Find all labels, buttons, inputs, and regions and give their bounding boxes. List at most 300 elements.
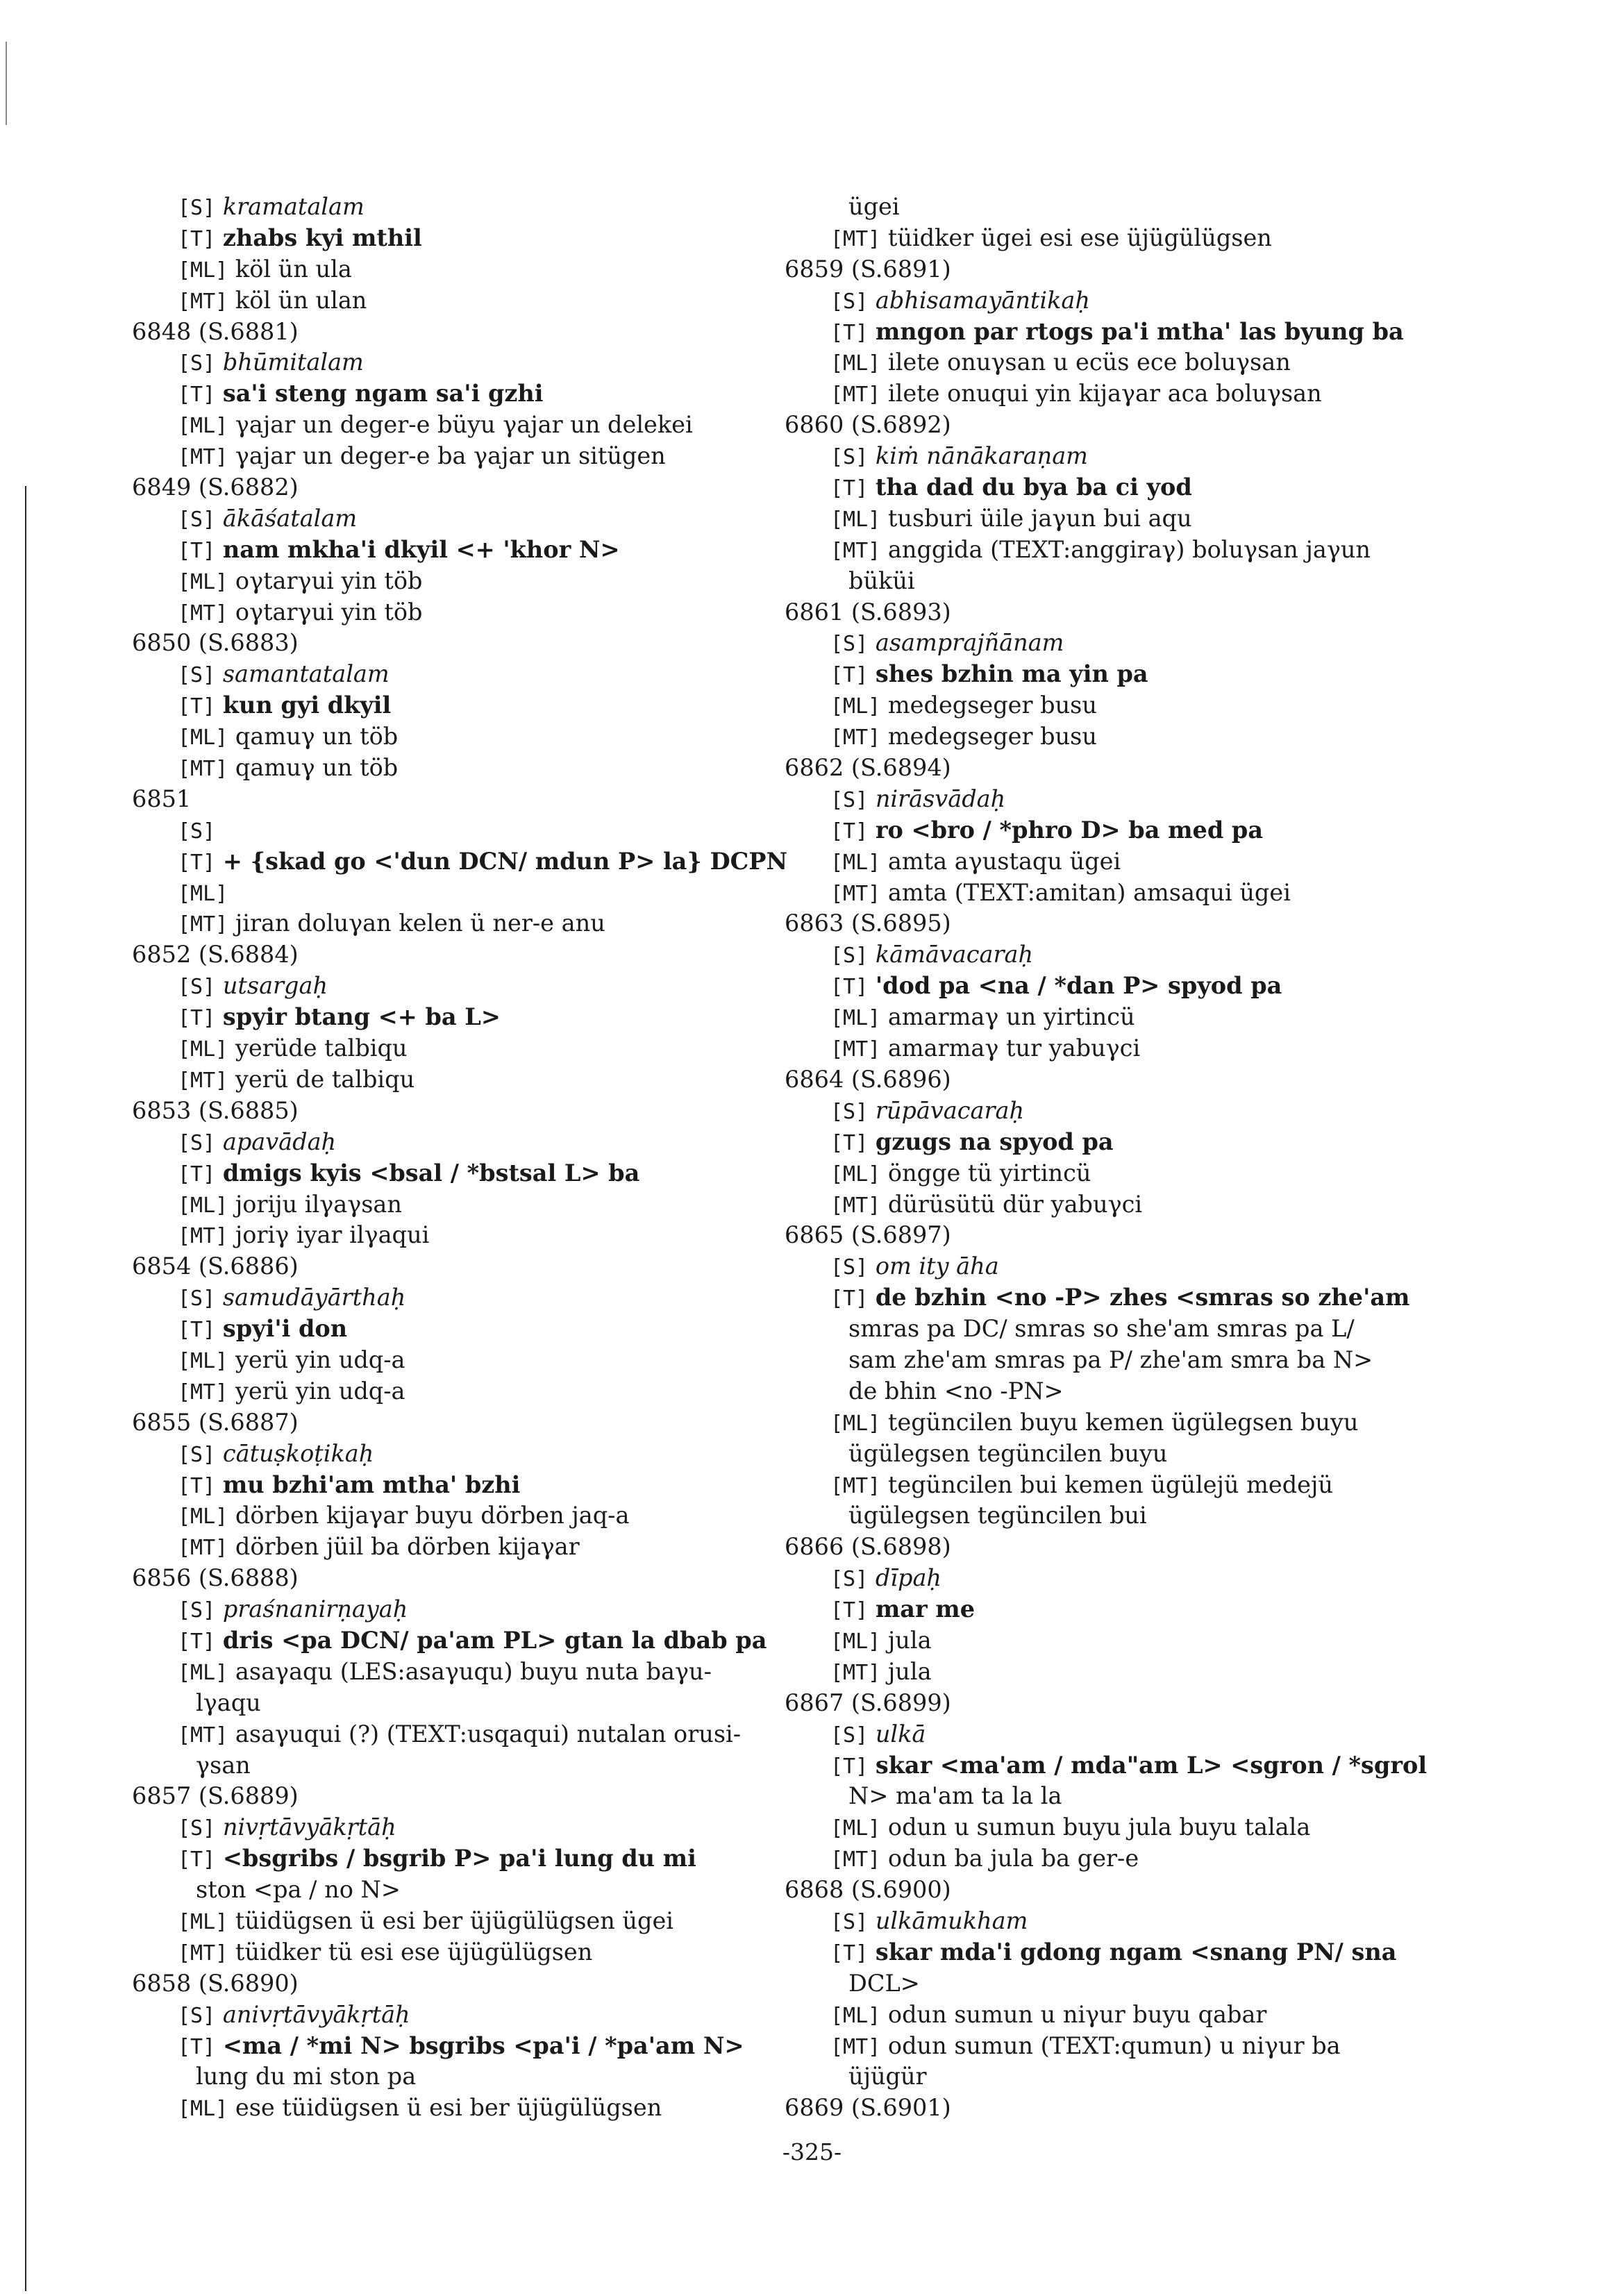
entry-text: rūpāvacaraḥ bbox=[875, 1096, 1025, 1124]
entry-line-ml bbox=[153, 410, 795, 441]
entry-number-text: 6853 (S.6885) bbox=[132, 1096, 299, 1124]
entry-line-ml bbox=[153, 254, 795, 285]
entry-number-text: 6850 (S.6883) bbox=[132, 629, 299, 657]
entry-text: jiran doluγan kelen ü ner-e anu bbox=[235, 910, 605, 937]
entry-line-t bbox=[805, 1282, 1430, 1314]
entry-line-s bbox=[153, 347, 795, 378]
language-tag: [ML] bbox=[178, 1348, 228, 1373]
entry-number-text: 6867 (S.6899) bbox=[785, 1689, 951, 1716]
entry-line-mt bbox=[153, 908, 795, 939]
language-tag: [ML] bbox=[830, 850, 881, 875]
entry-number-text: 6852 (S.6884) bbox=[132, 941, 299, 969]
language-tag: [T] bbox=[830, 320, 869, 345]
entry-text: tüidügsen ü esi ber üjügülügsen ügei bbox=[235, 1907, 673, 1934]
entry-line-ml bbox=[805, 690, 1430, 721]
language-tag: [S] bbox=[830, 632, 869, 657]
entry-number-text: 6851 bbox=[132, 785, 192, 812]
entry-text: kiṁ nānākaraṇam bbox=[875, 442, 1088, 470]
entry-number bbox=[785, 597, 1430, 628]
entry-number-text: 6858 (S.6890) bbox=[132, 1969, 299, 1997]
entry-line-mt bbox=[805, 378, 1430, 410]
entry-text: amta aγustaqu ügei bbox=[887, 847, 1121, 875]
language-tag: [MT] bbox=[178, 601, 228, 626]
entry-line-s bbox=[153, 815, 795, 846]
entry-line-ml bbox=[805, 1002, 1430, 1033]
entry-number-text: 6848 (S.6881) bbox=[132, 317, 299, 345]
entry-number-text: 6859 (S.6891) bbox=[785, 255, 951, 283]
continuation-text: büküi bbox=[848, 567, 915, 594]
entry-line-t bbox=[153, 1002, 795, 1033]
language-tag: [ML] bbox=[178, 1909, 228, 1934]
language-tag: [MT] bbox=[830, 1037, 881, 1062]
entry-number bbox=[132, 939, 795, 971]
entry-line-ml bbox=[805, 1625, 1430, 1657]
entry-text: köl ün ulan bbox=[235, 286, 367, 314]
entry-number-text: 6856 (S.6888) bbox=[132, 1564, 299, 1592]
language-tag: [T] bbox=[830, 1130, 869, 1155]
entry-number bbox=[132, 472, 795, 503]
language-tag: [T] bbox=[178, 2034, 216, 2059]
language-tag: [MT] bbox=[178, 1224, 228, 1249]
entry-line-ml bbox=[805, 347, 1430, 378]
continuation-line bbox=[805, 566, 1430, 597]
entry-number bbox=[785, 1532, 1430, 1563]
entry-text: de bzhin <no -P> zhes <smras so zhe'am bbox=[875, 1284, 1410, 1312]
entry-number-text: 6866 (S.6898) bbox=[785, 1533, 951, 1561]
entry-line-mt bbox=[805, 223, 1430, 254]
entry-text: tha dad du bya ba ci yod bbox=[875, 474, 1192, 501]
language-tag: [MT] bbox=[178, 1941, 228, 1966]
entry-text: tegüncilen buyu kemen ügülegsen buyu bbox=[887, 1408, 1359, 1436]
entry-text: jula bbox=[887, 1657, 932, 1685]
entry-text: <ma / *mi N> bsgribs <pa'i / *pa'am N> bbox=[222, 2031, 744, 2059]
language-tag: [S] bbox=[830, 787, 869, 812]
entry-number bbox=[785, 2093, 1430, 2124]
language-tag: [ML] bbox=[830, 1162, 881, 1187]
entry-text: anivṛtāvyākṛtāḥ bbox=[222, 2000, 410, 2028]
continuation-line bbox=[153, 1875, 795, 1906]
entry-line-t bbox=[153, 690, 795, 721]
entry-line-t bbox=[153, 223, 795, 254]
entry-text: ro <bro / *phro D> ba med pa bbox=[875, 816, 1264, 844]
entry-text: nirāsvādaḥ bbox=[875, 785, 1006, 812]
entry-line-t bbox=[153, 535, 795, 566]
entry-line-ml bbox=[805, 846, 1430, 878]
entry-number bbox=[132, 1407, 795, 1439]
entry-text: <bsgribs / bsgrib P> pa'i lung du mi bbox=[222, 1845, 696, 1872]
entry-text: mu bzhi'am mtha' bzhi bbox=[222, 1470, 521, 1498]
continuation-line bbox=[153, 1688, 795, 1719]
continuation-text: sam zhe'am smras pa P/ zhe'am smra ba N> bbox=[848, 1346, 1373, 1373]
language-tag: [MT] bbox=[178, 1068, 228, 1093]
entry-number bbox=[132, 1251, 795, 1282]
language-tag: [S] bbox=[830, 289, 869, 314]
entry-text: tüidker tü esi ese üjügülügsen bbox=[235, 1938, 593, 1966]
language-tag: [ML] bbox=[178, 726, 228, 751]
entry-number-text: 6868 (S.6900) bbox=[785, 1876, 951, 1904]
entry-line-s bbox=[153, 1439, 795, 1470]
entry-text: nam mkha'i dkyil <+ 'khor N> bbox=[222, 535, 620, 563]
language-tag: [MT] bbox=[178, 1536, 228, 1561]
entry-text: kramatalam bbox=[222, 193, 365, 220]
entry-text: medegseger busu bbox=[887, 692, 1097, 719]
continuation-text: de bhin <no -PN> bbox=[848, 1377, 1064, 1405]
entry-line-s bbox=[805, 1906, 1430, 1937]
entry-text: + {skad go <'dun DCN/ mdun P> la} DCPN bbox=[222, 847, 788, 875]
entry-line-s bbox=[153, 659, 795, 690]
entry-line-ml bbox=[153, 2093, 795, 2124]
entry-number-text: 6855 (S.6887) bbox=[132, 1408, 299, 1436]
language-tag: [S] bbox=[830, 1723, 869, 1748]
language-tag: [T] bbox=[830, 819, 869, 844]
entry-text: qamuγ un töb bbox=[235, 754, 399, 782]
entry-text: oγtarγui yin töb bbox=[235, 567, 423, 594]
language-tag: [S] bbox=[178, 1287, 216, 1312]
language-tag: [MT] bbox=[178, 1380, 228, 1405]
entry-line-s bbox=[805, 1719, 1430, 1750]
entry-text: dürüsütü dür yabuγci bbox=[887, 1190, 1143, 1218]
language-tag: [S] bbox=[830, 1909, 869, 1934]
entry-number bbox=[132, 1968, 795, 2000]
entry-text: apavādaḥ bbox=[222, 1128, 337, 1155]
continuation-line bbox=[805, 192, 1430, 223]
language-tag: [T] bbox=[178, 1006, 216, 1031]
continuation-line bbox=[805, 1500, 1430, 1532]
language-tag: [T] bbox=[178, 850, 216, 875]
entry-number-text: 6863 (S.6895) bbox=[785, 910, 951, 937]
entry-text: odun sumun (TEXT:qumun) u niγur ba bbox=[887, 2031, 1341, 2059]
language-tag: [T] bbox=[178, 226, 216, 251]
language-tag: [S] bbox=[830, 1255, 869, 1280]
entry-number bbox=[785, 1688, 1430, 1719]
entry-line-mt bbox=[153, 597, 795, 628]
entry-text: ilete onuγsan u ecüs ece boluγsan bbox=[887, 349, 1291, 376]
entry-number-text: 6849 (S.6882) bbox=[132, 474, 299, 501]
entry-text: ilete onuqui yin kijaγar aca boluγsan bbox=[887, 380, 1322, 408]
language-tag: [S] bbox=[178, 819, 216, 844]
continuation-text: DCL> bbox=[848, 1969, 920, 1997]
entry-text: γajar un deger-e ba γajar un sitügen bbox=[235, 442, 666, 470]
entry-text: odun sumun u niγur buyu qabar bbox=[887, 2000, 1267, 2028]
entry-line-ml bbox=[153, 1345, 795, 1376]
language-tag: [S] bbox=[178, 1598, 216, 1623]
entry-number bbox=[785, 1220, 1430, 1251]
language-tag: [S] bbox=[830, 944, 869, 969]
language-tag: [T] bbox=[178, 1318, 216, 1343]
entry-number-text: 6854 (S.6886) bbox=[132, 1252, 299, 1280]
entry-number bbox=[132, 784, 795, 815]
entry-line-mt bbox=[153, 1719, 795, 1750]
entry-line-mt bbox=[153, 753, 795, 784]
continuation-line bbox=[805, 2061, 1430, 2093]
entry-text: dörben kijaγar buyu dörben jaq-a bbox=[235, 1502, 630, 1530]
entry-line-mt bbox=[153, 441, 795, 472]
entry-text: mngon par rtogs pa'i mtha' las byung ba bbox=[875, 317, 1404, 345]
entry-line-s bbox=[153, 2000, 795, 2031]
entry-line-s bbox=[805, 285, 1430, 317]
continuation-line bbox=[805, 1376, 1430, 1407]
language-tag: [ML] bbox=[178, 1505, 228, 1530]
language-tag: [ML] bbox=[178, 2097, 228, 2122]
entry-line-mt bbox=[805, 1470, 1430, 1501]
entry-text: tüidker ügei esi ese üjügülügsen bbox=[887, 224, 1272, 251]
entry-line-t bbox=[805, 1127, 1430, 1158]
entry-line-s bbox=[153, 971, 795, 1002]
entry-text: ākāśatalam bbox=[222, 504, 358, 532]
entry-line-ml bbox=[805, 2000, 1430, 2031]
entry-text: γajar un deger-e büyu γajar un delekei bbox=[235, 411, 693, 439]
entry-text: amarmaγ un yirtincü bbox=[887, 1003, 1135, 1031]
language-tag: [S] bbox=[830, 1567, 869, 1592]
continuation-text: smras pa DC/ smras so she'am smras pa L/ bbox=[848, 1315, 1355, 1343]
entry-line-t bbox=[153, 846, 795, 878]
entry-line-t bbox=[153, 1625, 795, 1657]
language-tag: [ML] bbox=[178, 414, 228, 439]
language-tag: [ML] bbox=[830, 507, 881, 532]
language-tag: [T] bbox=[178, 1629, 216, 1654]
entry-line-t bbox=[805, 1594, 1430, 1625]
continuation-text: ügülegsen tegüncilen bui bbox=[848, 1502, 1147, 1530]
entry-text: yerü yin udq-a bbox=[235, 1377, 405, 1405]
entry-line-mt bbox=[153, 1532, 795, 1563]
language-tag: [T] bbox=[178, 1162, 216, 1187]
continuation-text: γsan bbox=[196, 1751, 251, 1779]
entry-text: dmigs kyis <bsal / *bstsal L> ba bbox=[222, 1159, 640, 1187]
language-tag: [ML] bbox=[830, 1629, 881, 1654]
right-column bbox=[785, 192, 1430, 2124]
entry-number-text: 6862 (S.6894) bbox=[785, 754, 951, 782]
entry-line-ml bbox=[153, 878, 795, 909]
entry-text: sa'i steng ngam sa'i gzhi bbox=[222, 380, 544, 408]
language-tag: [T] bbox=[830, 1287, 869, 1312]
language-tag: [S] bbox=[178, 1816, 216, 1841]
continuation-line bbox=[805, 1345, 1430, 1376]
entry-line-mt bbox=[153, 285, 795, 317]
entry-line-mt bbox=[805, 2031, 1430, 2062]
entry-text: cātuṣkoṭikaḥ bbox=[222, 1439, 374, 1467]
entry-line-t bbox=[153, 378, 795, 410]
entry-text: samudāyārthaḥ bbox=[222, 1284, 406, 1312]
continuation-text: ston <pa / no N> bbox=[196, 1876, 401, 1904]
entry-text: amta (TEXT:amitan) amsaqui ügei bbox=[887, 878, 1291, 906]
entry-line-t bbox=[153, 1158, 795, 1189]
language-tag: [T] bbox=[178, 383, 216, 408]
entry-line-mt bbox=[153, 1220, 795, 1251]
entry-text: asaγuqui (?) (TEXT:usqaqui) nutalan orusi- bbox=[235, 1720, 742, 1748]
entry-text: spyi'i don bbox=[222, 1315, 348, 1343]
entry-line-s bbox=[153, 503, 795, 535]
entry-line-mt bbox=[805, 721, 1430, 753]
entry-line-ml bbox=[153, 1033, 795, 1064]
entry-line-mt bbox=[805, 878, 1430, 909]
entry-line-ml bbox=[805, 1407, 1430, 1439]
entry-number-text: 6861 (S.6893) bbox=[785, 598, 951, 626]
language-tag: [ML] bbox=[178, 1660, 228, 1685]
language-tag: [T] bbox=[830, 975, 869, 1000]
entry-text: abhisamayāntikaḥ bbox=[875, 286, 1090, 314]
entry-number bbox=[132, 628, 795, 659]
entry-line-s bbox=[805, 1251, 1430, 1282]
entry-number bbox=[132, 1563, 795, 1594]
entry-line-s bbox=[153, 192, 795, 223]
entry-text: dörben jüil ba dörben kijaγar bbox=[235, 1533, 580, 1561]
entry-text: om ity āha bbox=[875, 1252, 999, 1280]
language-tag: [ML] bbox=[178, 569, 228, 594]
language-tag: [MT] bbox=[178, 912, 228, 937]
entry-line-s bbox=[153, 1282, 795, 1314]
continuation-line bbox=[153, 1750, 795, 1782]
language-tag: [S] bbox=[178, 1442, 216, 1467]
entry-line-s bbox=[153, 1812, 795, 1843]
entry-text: asamprajñānam bbox=[875, 629, 1064, 657]
entry-text: dīpaḥ bbox=[875, 1564, 941, 1592]
language-tag: [MT] bbox=[830, 538, 881, 563]
language-tag: [S] bbox=[178, 1130, 216, 1155]
continuation-text: ügei bbox=[848, 193, 900, 220]
entry-text: joriju ilγaγsan bbox=[235, 1190, 402, 1218]
language-tag: [MT] bbox=[178, 757, 228, 782]
entry-text: nivṛtāvyākṛtāḥ bbox=[222, 1813, 396, 1841]
entry-text: skar mda'i gdong ngam <snang PN/ sna bbox=[875, 1938, 1397, 1966]
binding-edge-mark bbox=[6, 42, 7, 125]
entry-text: tusburi üile jaγun bui aqu bbox=[887, 504, 1192, 532]
entry-number bbox=[132, 317, 795, 348]
language-tag: [MT] bbox=[830, 1660, 881, 1685]
entry-text: odun ba jula ba ger-e bbox=[887, 1845, 1139, 1872]
entry-number bbox=[785, 254, 1430, 285]
entry-number-text: 6869 (S.6901) bbox=[785, 2094, 951, 2122]
entry-line-ml bbox=[805, 503, 1430, 535]
entry-line-s bbox=[805, 1096, 1430, 1127]
entry-text: shes bzhin ma yin pa bbox=[875, 660, 1148, 688]
entry-number-text: 6865 (S.6897) bbox=[785, 1221, 951, 1249]
entry-line-t bbox=[153, 1470, 795, 1501]
entry-text: zhabs kyi mthil bbox=[222, 224, 422, 251]
entry-text: qamuγ un töb bbox=[235, 723, 399, 751]
entry-number-text: 6864 (S.6896) bbox=[785, 1065, 951, 1093]
language-tag: [T] bbox=[830, 1754, 869, 1779]
entry-line-t bbox=[153, 1314, 795, 1345]
continuation-line bbox=[153, 2061, 795, 2093]
entry-line-mt bbox=[153, 1064, 795, 1096]
entry-line-mt bbox=[153, 1937, 795, 1968]
language-tag: [MT] bbox=[830, 881, 881, 906]
continuation-line bbox=[805, 1439, 1430, 1470]
language-tag: [ML] bbox=[830, 694, 881, 719]
entry-text: ulkā bbox=[875, 1720, 926, 1748]
language-tag: [ML] bbox=[830, 1816, 881, 1841]
entry-text: 'dod pa <na / *dan P> spyod pa bbox=[875, 972, 1282, 1000]
language-tag: [T] bbox=[178, 1473, 216, 1498]
entry-line-s bbox=[805, 1563, 1430, 1594]
language-tag: [T] bbox=[178, 538, 216, 563]
entry-text: odun u sumun buyu jula buyu talala bbox=[887, 1813, 1311, 1841]
entry-number bbox=[132, 1781, 795, 1812]
continuation-text: N> ma'am ta la la bbox=[848, 1782, 1062, 1810]
language-tag: [ML] bbox=[830, 2003, 881, 2028]
entry-text: gzugs na spyod pa bbox=[875, 1128, 1114, 1155]
entry-text: dris <pa DCN/ pa'am PL> gtan la dbab pa bbox=[222, 1626, 767, 1654]
entry-line-ml bbox=[153, 1657, 795, 1688]
entry-text: utsargaḥ bbox=[222, 972, 328, 1000]
entry-line-mt bbox=[153, 1376, 795, 1407]
language-tag: [T] bbox=[830, 1598, 869, 1623]
entry-text: medegseger busu bbox=[887, 723, 1097, 751]
language-tag: [ML] bbox=[178, 1193, 228, 1218]
language-tag: [ML] bbox=[178, 881, 228, 906]
language-tag: [S] bbox=[178, 2003, 216, 2028]
entry-line-t bbox=[805, 472, 1430, 503]
language-tag: [S] bbox=[178, 351, 216, 376]
entry-line-t bbox=[805, 815, 1430, 846]
entry-line-t bbox=[805, 659, 1430, 690]
language-tag: [MT] bbox=[830, 1473, 881, 1498]
entry-line-s bbox=[153, 1127, 795, 1158]
entry-line-ml bbox=[805, 1812, 1430, 1843]
entry-text: ulkāmukham bbox=[875, 1907, 1028, 1934]
entry-text: kun gyi dkyil bbox=[222, 692, 392, 719]
language-tag: [MT] bbox=[830, 226, 881, 251]
entry-line-mt bbox=[805, 535, 1430, 566]
language-tag: [MT] bbox=[178, 1723, 228, 1748]
language-tag: [T] bbox=[178, 694, 216, 719]
entry-text: praśnanirṇayaḥ bbox=[222, 1595, 408, 1623]
entry-text: samantatalam bbox=[222, 660, 390, 688]
entry-text: anggida (TEXT:anggiraγ) boluγsan jaγun bbox=[887, 535, 1371, 563]
entry-line-t bbox=[805, 1937, 1430, 1968]
entry-line-mt bbox=[805, 1657, 1430, 1688]
continuation-text: ügülegsen tegüncilen buyu bbox=[848, 1439, 1168, 1467]
entry-text: yerü yin udq-a bbox=[235, 1346, 405, 1373]
left-column bbox=[132, 192, 795, 2124]
entry-number bbox=[785, 908, 1430, 939]
entry-line-s bbox=[805, 441, 1430, 472]
entry-text: joriγ iyar ilγaqui bbox=[235, 1221, 430, 1249]
entry-line-ml bbox=[805, 1158, 1430, 1189]
entry-line-t bbox=[805, 1750, 1430, 1782]
entry-line-ml bbox=[153, 721, 795, 753]
entry-line-ml bbox=[153, 1189, 795, 1221]
entry-text: yerü de talbiqu bbox=[235, 1065, 415, 1093]
entry-text: mar me bbox=[875, 1595, 976, 1623]
entry-number bbox=[785, 1064, 1430, 1096]
entry-line-s bbox=[805, 628, 1430, 659]
entry-number bbox=[785, 410, 1430, 441]
language-tag: [ML] bbox=[178, 1037, 228, 1062]
entry-line-s bbox=[805, 784, 1430, 815]
entry-line-s bbox=[805, 939, 1430, 971]
entry-text: amarmaγ tur yabuγci bbox=[887, 1034, 1141, 1062]
language-tag: [MT] bbox=[830, 2034, 881, 2059]
entry-line-t bbox=[805, 971, 1430, 1002]
entry-text: oγtarγui yin töb bbox=[235, 598, 423, 626]
entry-line-ml bbox=[153, 1500, 795, 1532]
language-tag: [S] bbox=[830, 445, 869, 470]
language-tag: [MT] bbox=[830, 383, 881, 408]
entry-line-t bbox=[153, 1843, 795, 1875]
entry-text: asaγaqu (LES:asaγuqu) buyu nuta baγu- bbox=[235, 1657, 712, 1685]
continuation-line bbox=[805, 1968, 1430, 2000]
entry-line-mt bbox=[805, 1843, 1430, 1875]
entry-line-t bbox=[153, 2031, 795, 2062]
entry-number bbox=[132, 1096, 795, 1127]
entry-text: kāmāvacaraḥ bbox=[875, 941, 1034, 969]
language-tag: [S] bbox=[178, 663, 216, 688]
continuation-text: lung du mi ston pa bbox=[196, 2063, 417, 2090]
language-tag: [MT] bbox=[178, 445, 228, 470]
language-tag: [MT] bbox=[830, 1847, 881, 1872]
continuation-line bbox=[805, 1314, 1430, 1345]
